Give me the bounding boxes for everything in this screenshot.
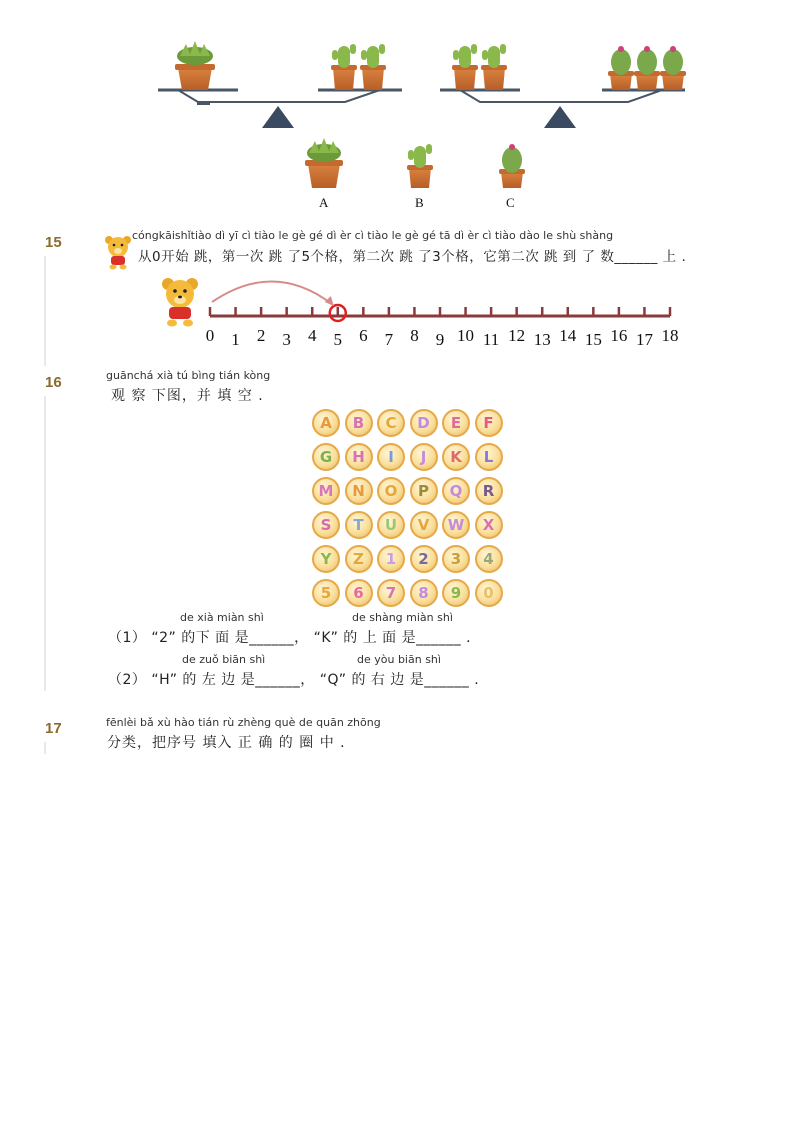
grid-cell-V: V [410, 511, 438, 539]
tick-label-11: 11 [482, 330, 500, 349]
sub2-pinyin-b: de yòu biān shì [357, 653, 441, 666]
tick-label-3: 3 [282, 330, 291, 349]
grid-cell-7: 7 [377, 579, 405, 607]
grid-cell-6: 6 [345, 579, 373, 607]
grid-cell-E: E [442, 409, 470, 437]
question-16-side-bar [44, 396, 46, 691]
tick-label-2: 2 [256, 326, 266, 345]
tick-label-4: 4 [307, 326, 317, 345]
grid-cell-O: O [377, 477, 405, 505]
grid-cell-S: S [312, 511, 340, 539]
question-number-17: 17 [45, 720, 62, 737]
question-15-side-bar [44, 256, 46, 366]
tick-label-12: 12 [508, 326, 526, 345]
question-17-text: 分类，把序号 填入 正 确 的 圈 中 . [107, 735, 346, 751]
option-label-c: C [506, 195, 515, 210]
question-15-text: 从0开始 跳，第一次 跳 了5个格，第二次 跳 了3个格，它第二次 跳 到 了 数______ 上 . [138, 249, 687, 265]
bear-icon [104, 234, 132, 270]
grid-cell-L: L [475, 443, 503, 471]
grid-cell-J: J [410, 443, 438, 471]
grid-cell-H: H [345, 443, 373, 471]
grid-cell-M: M [312, 477, 340, 505]
option-a-succulent [305, 138, 343, 188]
tick-label-1: 1 [231, 330, 240, 349]
grid-cell-F: F [475, 409, 503, 437]
question-15-pinyin: cóngkāishǐtiào dì yī cì tiào le gè gé dì èr cì tiào le gè gé tā dì èr cì tiào dào le shù shàng [132, 229, 614, 242]
tick-label-18: 18 [661, 326, 679, 345]
grid-cell-Z: Z [345, 545, 373, 573]
letter-number-grid [312, 409, 508, 613]
tick-label-14: 14 [559, 326, 577, 345]
grid-cell-X: X [475, 511, 503, 539]
balance-scale-left [158, 41, 402, 128]
grid-cell-T: T [345, 511, 373, 539]
tick-label-5: 5 [333, 330, 343, 349]
tick-label-6: 6 [359, 326, 368, 345]
balance-scale-right [440, 44, 686, 128]
grid-cell-0: 0 [475, 579, 503, 607]
tick-label-17: 17 [635, 330, 653, 349]
grid-cell-A: A [312, 409, 340, 437]
grid-cell-R: R [475, 477, 503, 505]
sub1-pinyin-a: de xià miàn shì [180, 611, 264, 624]
grid-cell-N: N [345, 477, 373, 505]
tick-label-16: 16 [610, 326, 628, 345]
grid-cell-8: 8 [410, 579, 438, 607]
question-17-pinyin: fēnlèi bǎ xù hào tián rù zhèng què de quān zhōng [106, 716, 381, 729]
grid-cell-D: D [410, 409, 438, 437]
sub2-pinyin-a: de zuǒ biān shì [182, 653, 266, 666]
option-b-cactus [407, 144, 433, 188]
tick-label-15: 15 [584, 330, 602, 349]
grid-cell-B: B [345, 409, 373, 437]
sub1-pinyin-b: de shàng miàn shì [352, 611, 453, 624]
sub-question-2: （2） “H” 的 左 边 是______， “Q” 的 右 边 是______ . [108, 672, 480, 688]
grid-cell-K: K [442, 443, 470, 471]
number-line [200, 270, 690, 330]
tick-label-0: 0 [205, 326, 215, 345]
jump-arrow-head [325, 296, 334, 306]
grid-cell-1: 1 [377, 545, 405, 573]
grid-cell-W: W [442, 511, 470, 539]
grid-cell-P: P [410, 477, 438, 505]
grid-cell-2: 2 [410, 545, 438, 573]
balance-scales-illustration [150, 38, 690, 218]
question-17-side-bar [44, 742, 46, 754]
grid-cell-I: I [377, 443, 405, 471]
grid-cell-3: 3 [442, 545, 470, 573]
tick-label-7: 7 [384, 330, 394, 349]
jump-arrow [212, 281, 332, 304]
tick-label-13: 13 [533, 330, 551, 349]
grid-cell-G: G [312, 443, 340, 471]
option-label-a: A [319, 195, 329, 210]
question-number-15: 15 [45, 234, 62, 251]
question-16-pinyin: guānchá xià tú bìng tián kòng [106, 369, 271, 382]
option-c-barrel-cactus [499, 144, 525, 188]
question-16-text: 观 察 下图，并 填 空 . [111, 388, 264, 404]
grid-cell-4: 4 [475, 545, 503, 573]
grid-cell-9: 9 [442, 579, 470, 607]
bear-icon [160, 275, 200, 327]
grid-cell-U: U [377, 511, 405, 539]
question-number-16: 16 [45, 374, 62, 391]
option-label-b: B [415, 195, 424, 210]
sub-question-1: （1） “2” 的下 面 是______， “K” 的 上 面 是______ . [108, 630, 472, 646]
grid-cell-Y: Y [312, 545, 340, 573]
tick-label-9: 9 [435, 330, 445, 349]
grid-cell-Q: Q [442, 477, 470, 505]
grid-cell-5: 5 [312, 579, 340, 607]
grid-cell-C: C [377, 409, 405, 437]
tick-label-8: 8 [410, 326, 419, 345]
tick-label-10: 10 [457, 326, 475, 345]
